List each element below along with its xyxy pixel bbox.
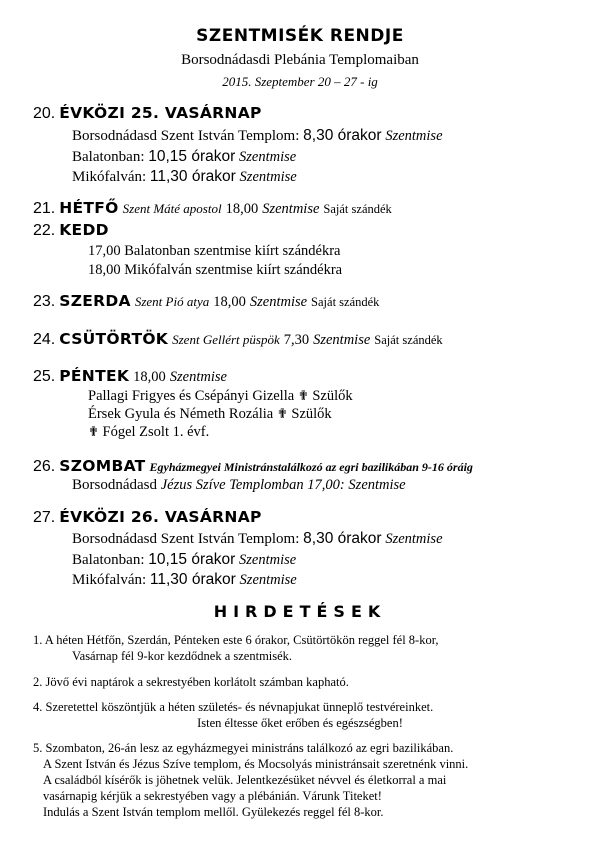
mass-label: Szentmise <box>239 169 297 185</box>
intention-names: Érsek Gyula és Németh Rozália <box>88 406 274 422</box>
intention-line <box>88 406 332 423</box>
mass-label: Szentmise <box>239 149 297 165</box>
mass-time: 11,30 órakor <box>149 168 236 185</box>
day-27-heading <box>33 508 262 527</box>
mass-line <box>72 148 296 166</box>
announcement-5-cont: Indulás a Szent István templom mellől. Gyülekezés reggel fél 8-kor. <box>43 805 384 819</box>
announcement-4-cont: Isten éltesse őket erőben és egészségben! <box>197 716 403 730</box>
place: Mikófalván: <box>72 572 147 588</box>
day-name: HÉTFŐ <box>59 199 119 217</box>
mass-label: Szentmise <box>262 201 320 217</box>
announcement-1: 1. A héten Hétfőn, Szerdán, Pénteken este 6 órakor, Csütörtökön reggel fél 8-kor, <box>33 633 439 647</box>
mass-line <box>72 168 297 186</box>
intention: Saját szándék <box>311 295 380 309</box>
day-number: 21. <box>33 200 56 217</box>
saint-name: Szent Gellért püspök <box>172 332 280 347</box>
day-26-heading <box>33 457 473 476</box>
place: Borsodnádasd Szent István Templom: <box>72 531 300 547</box>
mass-time: 7,30 <box>283 332 310 348</box>
day-21-heading <box>33 199 392 218</box>
day-24-heading <box>33 330 443 349</box>
mass-label: Szentmise <box>385 128 443 144</box>
day-20-heading <box>33 104 262 123</box>
announcement-4: 4. Szeretettel köszöntjük a héten születés- és névnapjukat ünneplő testvéreinket. <box>33 700 434 714</box>
day-25-heading <box>33 367 227 386</box>
intention: Saját szándék <box>323 202 392 216</box>
day-name: SZOMBAT <box>59 457 146 475</box>
church-name: Jézus Szíve Templomban 17,00: <box>160 477 345 493</box>
day-22-heading <box>33 221 109 240</box>
intention-names: Fógel Zsolt 1. évf. <box>102 424 210 440</box>
place: Mikófalván: <box>72 169 147 185</box>
day-number: 26. <box>33 458 56 475</box>
mass-label: Szentmise <box>385 531 443 547</box>
mass-label: Szentmise <box>348 477 406 493</box>
day-name: PÉNTEK <box>59 367 130 385</box>
mass-line: 18,00 Mikófalván szentmise kiírt szándékra <box>88 262 343 278</box>
mass-line <box>72 127 443 145</box>
intention-line <box>88 424 209 441</box>
mass-time: 8,30 órakor <box>303 530 382 547</box>
cross-icon: ✟ <box>276 407 288 422</box>
announcement-5: 5. Szombaton, 26-án lesz az egyházmegyei ministráns találkozó az egri bazilikában. <box>33 741 454 755</box>
mass-time: 18,00 <box>225 201 259 217</box>
announcement-5-cont: A családból kísérők is jöhetnek velük. Jelentkezésüket névvel és életkorral a mai <box>43 773 447 787</box>
intention: Saját szándék <box>374 333 443 347</box>
cross-icon: ✟ <box>297 389 309 404</box>
mass-time: 18,00 <box>133 369 166 385</box>
place: Borsodnádasd <box>72 477 157 493</box>
day-name: SZERDA <box>59 292 131 310</box>
day-number: 23. <box>33 293 56 310</box>
parish-subtitle: Borsodnádasdi Plebánia Templomaiban <box>181 52 419 68</box>
intention-names: Pallagi Frigyes és Csépányi Gizella <box>88 388 295 404</box>
page-title: SZENTMISÉK RENDJE <box>196 26 404 46</box>
mass-label: Szentmise <box>249 294 308 310</box>
announcement-1-cont: Vasárnap fél 9-kor kezdődnek a szentmisék. <box>72 649 293 663</box>
announcements-heading: HIRDETÉSEK <box>213 602 387 621</box>
day-number: 24. <box>33 331 56 348</box>
announcement-2: 2. Jövő évi naptárok a sekrestyében korlátolt számban kapható. <box>33 675 349 689</box>
day-number: 22. <box>33 222 56 239</box>
mass-line <box>72 477 406 494</box>
saint-name: Szent Máté apostol <box>122 201 222 216</box>
mass-line <box>72 551 296 569</box>
day-name: ÉVKÖZI 26. VASÁRNAP <box>59 508 262 526</box>
day-number: 27. <box>33 509 56 526</box>
intention-line <box>88 388 353 405</box>
mass-label: Szentmise <box>239 552 297 568</box>
mass-line <box>72 571 297 589</box>
mass-time: 11,30 órakor <box>149 571 236 588</box>
mass-label: Szentmise <box>239 572 297 588</box>
day-name: CSÜTÖRTÖK <box>59 330 169 348</box>
mass-time: 10,15 órakor <box>148 148 236 165</box>
intention-suffix: Szülők <box>312 388 353 404</box>
mass-label: Szentmise <box>169 369 227 385</box>
mass-time: 18,00 <box>213 294 246 310</box>
saint-name: Szent Pió atya <box>134 294 210 309</box>
announcement-5-cont: A Szent István és Jézus Szíve templom, és Mocsolyás ministránsait szeretnénk vinni. <box>43 757 469 771</box>
day-23-heading <box>33 292 379 311</box>
day-name: KEDD <box>59 221 109 239</box>
place: Borsodnádasd Szent István Templom: <box>72 128 300 144</box>
place: Balatonban: <box>72 149 145 165</box>
day-number: 20. <box>33 105 56 122</box>
mass-label: Szentmise <box>313 332 371 348</box>
mass-line <box>72 530 443 548</box>
mass-line: 17,00 Balatonban szentmise kiírt szándékra <box>88 243 341 259</box>
date-range: 2015. Szeptember 20 – 27 - ig <box>222 74 378 89</box>
day-number: 25. <box>33 368 56 385</box>
day-name: ÉVKÖZI 25. VASÁRNAP <box>59 104 262 122</box>
intention-suffix: Szülők <box>291 406 332 422</box>
event-note: Egyházmegyei Ministránstalálkozó az egri bazilikában 9-16 óráig <box>149 460 473 474</box>
announcement-5-cont: vasárnapig kérjük a sekrestyében vagy a plébánián. Várunk Titeket! <box>43 789 382 803</box>
place: Balatonban: <box>72 552 145 568</box>
mass-time: 10,15 órakor <box>148 551 236 568</box>
mass-time: 8,30 órakor <box>303 127 382 144</box>
cross-icon: ✟ <box>88 425 99 440</box>
